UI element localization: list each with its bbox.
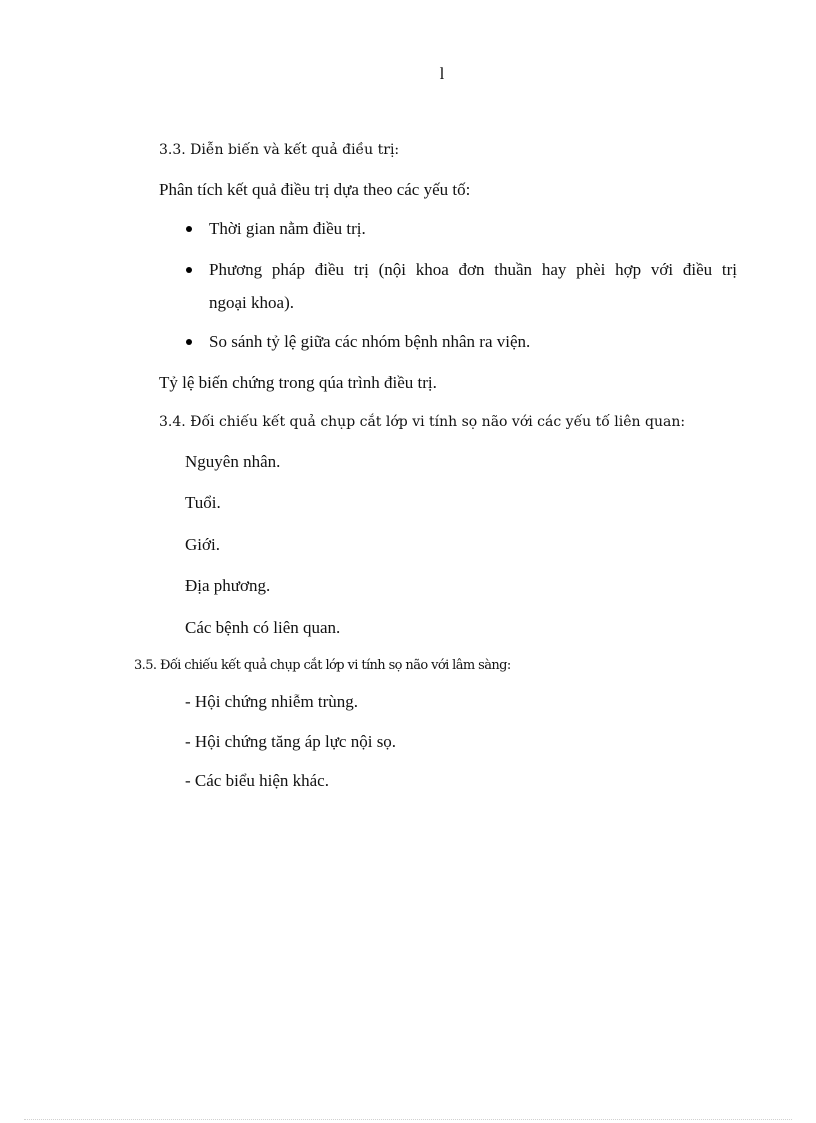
list-item: Tuổi. [185,493,221,512]
bullet-item: Phương pháp điều trị (nội khoa đơn thuần hay phèi hợp với điều trị [209,260,737,279]
bullet-item: Thời gian nằm điều trị. [209,219,366,238]
bullet-item-continuation: ngoại khoa). [209,293,294,312]
page-bottom-divider [24,1119,792,1120]
section-3-5-heading: 3.5. Đối chiếu kết quả chụp cắt lớp vi tính sọ não với lâm sàng: [134,658,511,673]
bullet-icon [186,226,192,232]
list-item: Các bệnh có liên quan. [185,618,341,637]
list-item: - Các biểu hiện khác. [185,771,329,790]
list-item: Địa phương. [185,576,271,595]
list-item: - Hội chứng nhiễm trùng. [185,692,359,711]
list-item: Giới. [185,535,220,554]
section-3-4-heading: 3.4. Đối chiếu kết quả chụp cắt lớp vi tính sọ não với các yếu tố liên quan: [159,414,686,430]
page-number: l [439,64,445,83]
bullet-icon [186,339,192,345]
section-3-3-intro: Phân tích kết quả điều trị dựa theo các yếu tố: [159,180,471,199]
section-3-3-complication: Tỷ lệ biến chứng trong qúa trình điều trị. [159,373,437,392]
bullet-item: So sánh tỷ lệ giữa các nhóm bệnh nhân ra viện. [209,332,531,351]
bullet-icon [186,267,192,273]
list-item: - Hội chứng tăng áp lực nội sọ. [185,732,397,751]
section-3-3-heading: 3.3. Diễn biến và kết quả điều trị: [159,142,400,158]
list-item: Nguyên nhân. [185,452,281,471]
